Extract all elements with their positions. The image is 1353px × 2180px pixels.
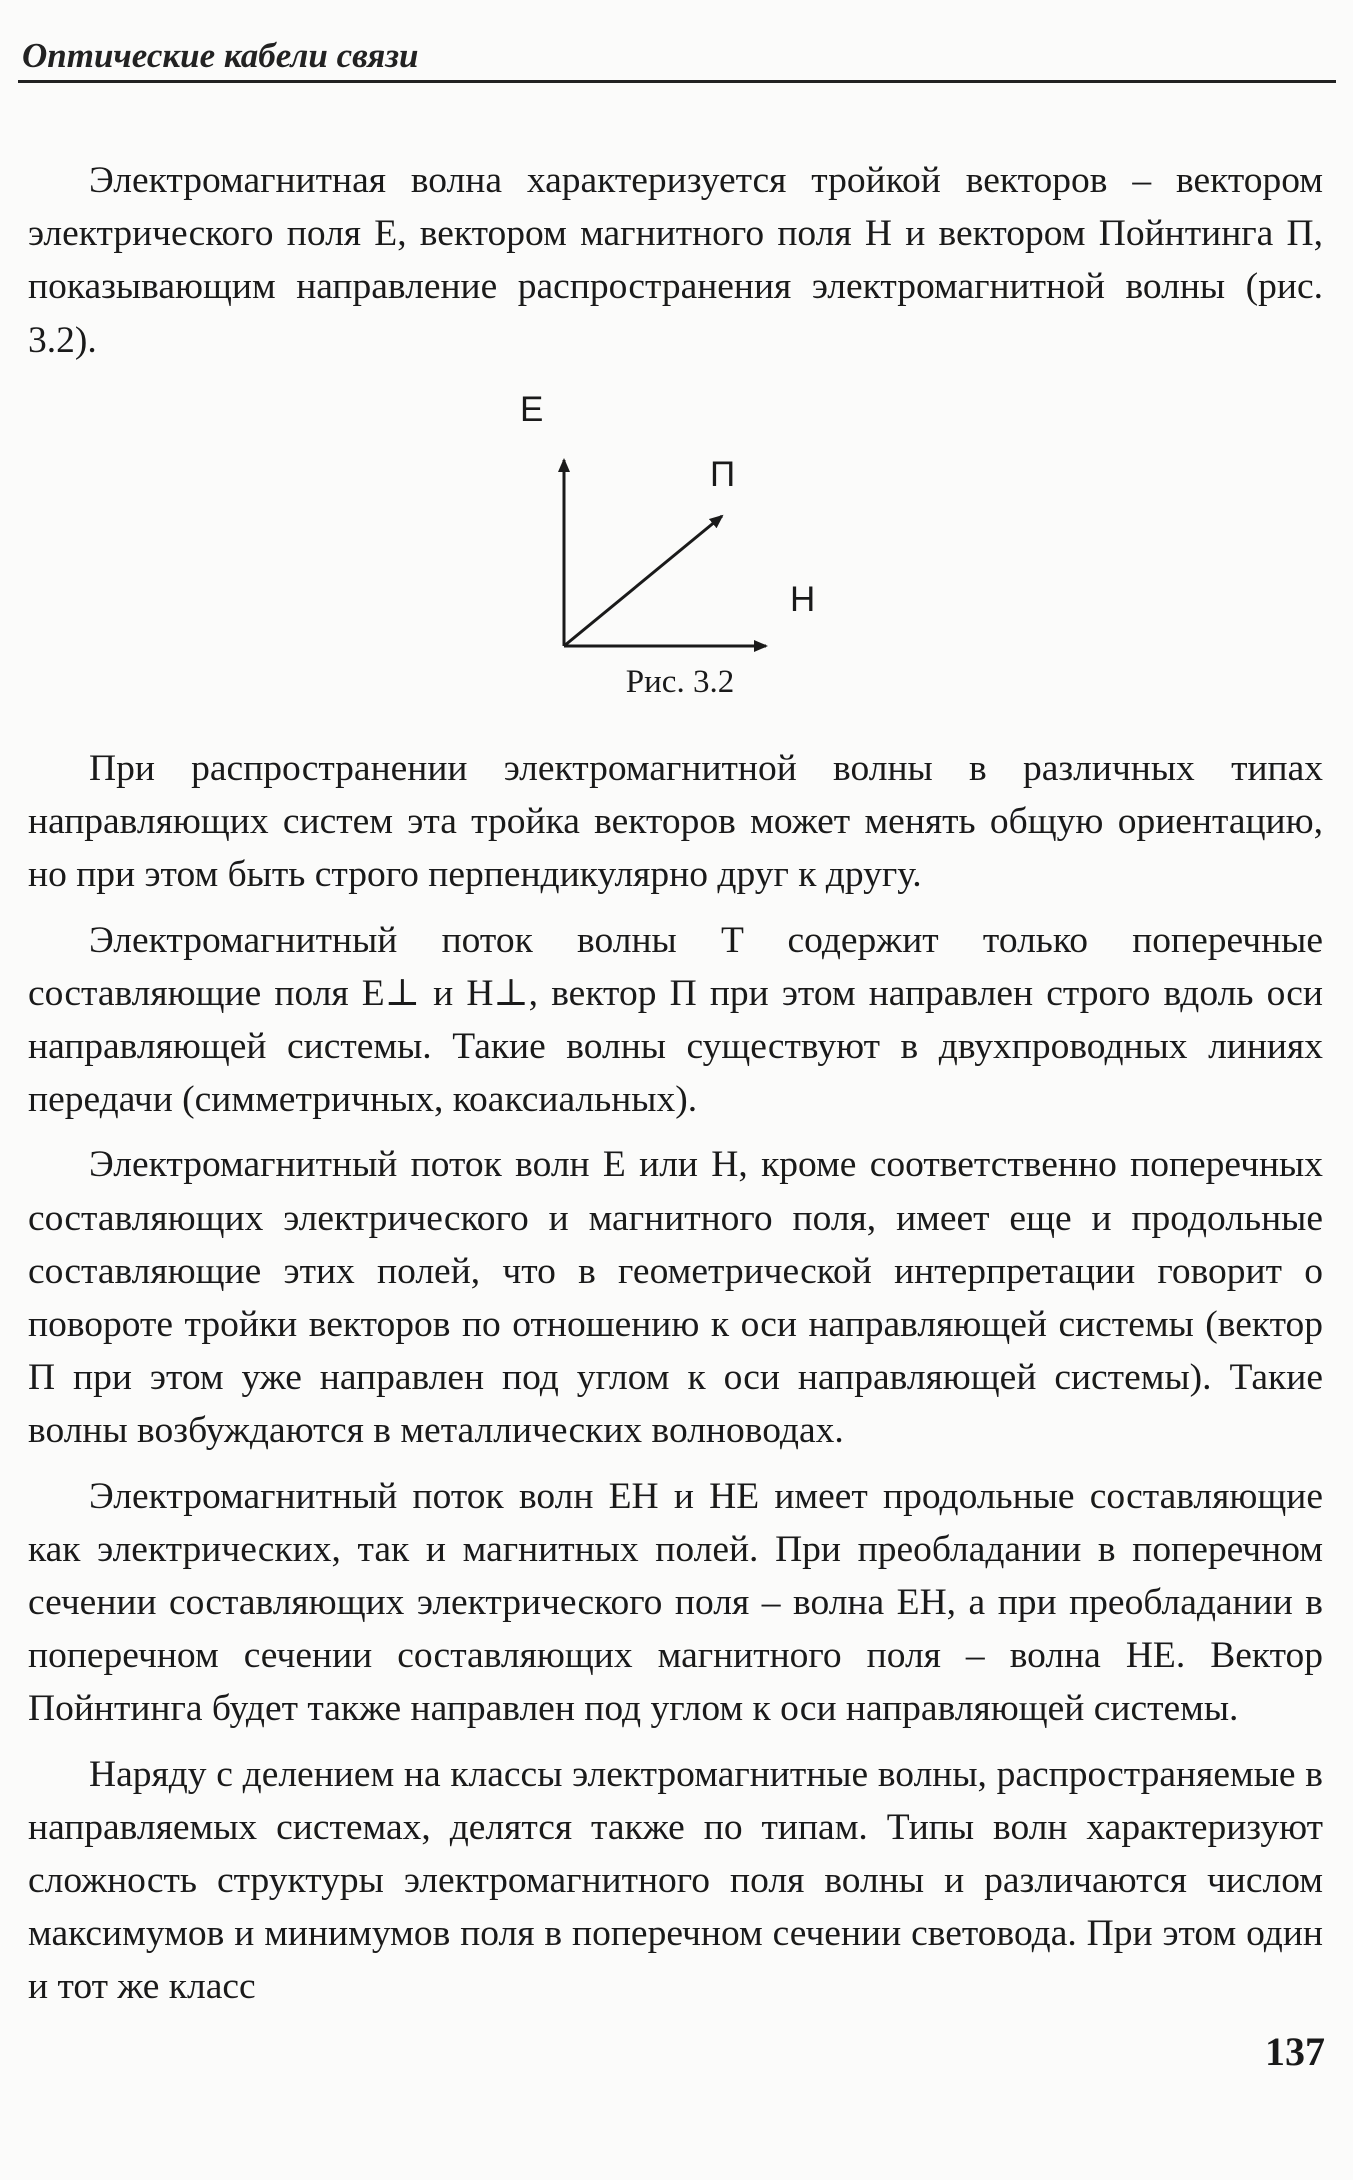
vector-p-arrow bbox=[564, 516, 722, 646]
paragraph: При распространении электромагнитной волны в различных типах направляющих систем эта тройка векторов может менять общую ориентацию, но при этом быть строго перпендикулярно друг к другу. bbox=[28, 748, 1323, 896]
paragraph: Электромагнитный поток волн EH и HE имеет продольные составляющие как электрических, так и магнитных полей. При преобладании в поперечном сечении составляющих электрического поля – волна EH, а при преобладании в поперечном сечении составляющих магнитного поля – волна HE. Вектор Пойнтинга будет также направлен под углом к оси направляющей системы. bbox=[28, 1475, 1323, 1730]
label-e: E bbox=[520, 390, 544, 429]
running-header: Оптические кабели связи bbox=[22, 36, 419, 75]
main-text bbox=[28, 742, 1323, 2014]
figure-caption: Рис. 3.2 bbox=[625, 664, 735, 700]
paragraph: Электромагнитный поток волны T содержит только поперечные составляющие поля E⊥ и H⊥, вектор П при этом направлен строго вдоль оси направляющей системы. Такие волны существуют в двухпроводных линиях передачи (симметричных, коаксиальных). bbox=[28, 919, 1323, 1121]
paragraph: Наряду с делением на классы электромагнитные волны, распространяемые в направляемых системах, делятся также по типам. Типы волн характеризуют сложность структуры электромагнитного поля волны и различаются числом максимумов и минимумов поля в поперечном сечении световода. При этом один и тот же класс bbox=[28, 1753, 1323, 2008]
label-h: H bbox=[790, 580, 816, 619]
label-p: П bbox=[710, 455, 736, 494]
header-rule bbox=[18, 80, 1336, 83]
intro-text bbox=[28, 154, 1323, 367]
figure-3-2 bbox=[500, 380, 860, 710]
paragraph: Электромагнитная волна характеризуется тройкой векторов – вектором электрического поля E, вектором магнитного поля H и вектором Пойнтинга П, показывающим направление распространения электромагнитной волны (рис. 3.2). bbox=[28, 160, 1323, 361]
page-number: 137 bbox=[1265, 2029, 1325, 2074]
paragraph: Электромагнитный поток волн E или H, кроме соответственно поперечных составляющих электрического и магнитного поля, имеет еще и продольные составляющие этих полей, что в геометрической интерпретации говорит о повороте тройки векторов по отношению к оси направляющей системы (вектор П при этом уже направлен под углом к оси направляющей системы). Такие волны возбуждаются в металлических волноводах. bbox=[28, 1144, 1323, 1452]
